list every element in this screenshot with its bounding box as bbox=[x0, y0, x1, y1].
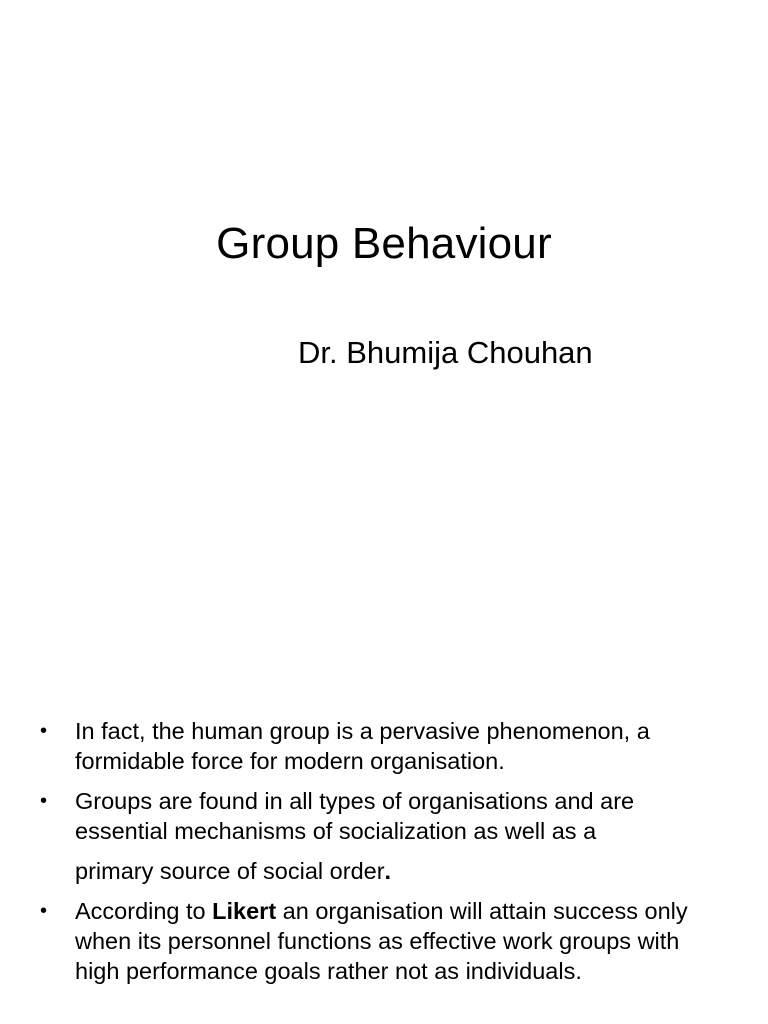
bullet-text-1: In fact, the human group is a pervasive phenomenon, a formidable force for modern organisation. bbox=[75, 718, 650, 774]
bullet-icon: • bbox=[40, 720, 48, 742]
bullet-list bbox=[40, 716, 730, 986]
bullet-item-3 bbox=[40, 896, 730, 986]
bullet-text-3b: an organisation will attain success only when its personnel functions as effective work groups with high performance goals rather not as individuals. bbox=[75, 898, 688, 984]
bullet-text-3-likert: Likert bbox=[212, 898, 277, 924]
bullet-icon: • bbox=[40, 790, 48, 812]
bullet-item-2 bbox=[40, 786, 730, 886]
bullet-text-2a: Groups are found in all types of organisations and are essential mechanisms of socialization as well as a bbox=[75, 788, 635, 844]
bullet-text-2b: primary source of social order bbox=[75, 858, 385, 884]
bullet-text-2-period: . bbox=[384, 858, 392, 884]
bullet-icon: • bbox=[40, 900, 48, 922]
bullet-text-2b-line bbox=[75, 856, 391, 886]
bullet-text-3a: According to bbox=[75, 898, 213, 924]
slide-author: Dr. Bhumija Chouhan bbox=[298, 335, 593, 370]
bullet-item-1 bbox=[40, 716, 730, 776]
slide-title: Group Behaviour bbox=[216, 219, 552, 268]
